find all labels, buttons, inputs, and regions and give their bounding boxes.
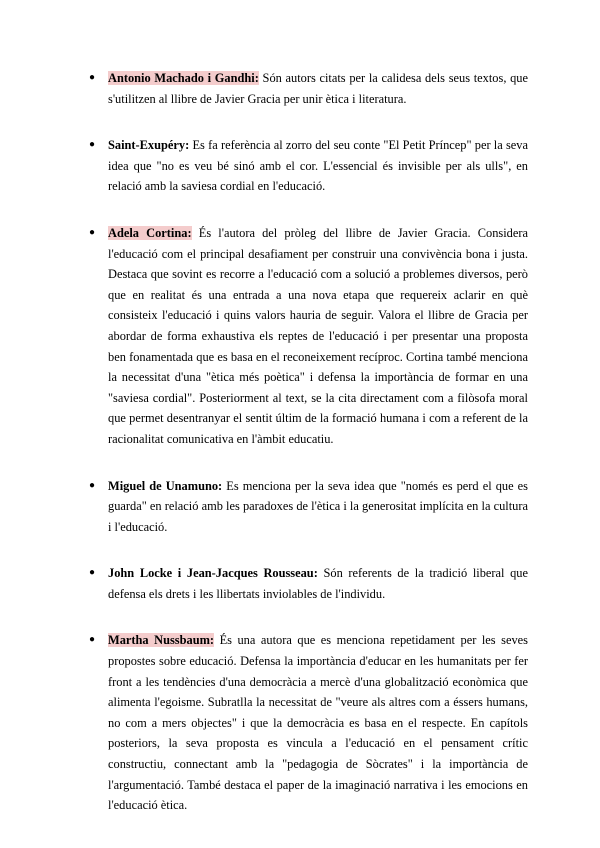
- author-name-highlighted: Martha Nussbaum:: [108, 633, 215, 648]
- bullet-icon: ●: [89, 72, 96, 83]
- bullet-icon: ●: [89, 226, 96, 238]
- author-name: Saint-Exupéry:: [108, 138, 190, 153]
- author-description: És una autora que es menciona repetidament per les seves propostes sobre educació. Defensa la importància d'educar en les humanitats per fer front a les tendències d'una democràcia a mercè d'una globalització econòmica que alimenta l'egoisme. Subratlla la necessitat de "veure als altres com a éssers humans, no com a mers objectes" i que la democràcia es basa en el respecte. En capítols posteriors, la seva proposta es vincula a l'educació en el pensament crític constructiu, connectant amb la "pedagogia de Sòcrates" i la importància de l'argumentació. També destaca el paper de la imaginació narrativa i les emocions en l'educació ètica.: [108, 633, 528, 813]
- author-name: John Locke i Jean-Jacques Rousseau:: [108, 566, 318, 581]
- author-description: Es menciona per la seva idea que "només es perd el que es guarda" en relació amb les paradoxes de l'ètica i la generositat implícita en la cultura i l'educació.: [108, 478, 529, 534]
- list-item: [86, 223, 528, 450]
- bullet-icon: ●: [89, 139, 96, 151]
- author-name-highlighted: Adela Cortina:: [108, 225, 192, 240]
- bullet-icon: ●: [89, 634, 96, 646]
- author-name-highlighted: Antonio Machado i Gandhi:: [108, 71, 259, 85]
- author-description: Són autors citats per la calidesa dels seus textos, que s'utilitzen al llibre de Javier Gracia per unir ètica i literatura.: [108, 71, 528, 106]
- author-description: És l'autora del pròleg del llibre de Javier Gracia. Considera l'educació com el principal desafiament per construir una convivència bona i justa. Destaca que sovint es recorre a l'educació com a solució a problemes diversos, però que en realitat és una entrada a una nova etapa que requereix aclarir en què consisteix l'educació i quins valors hauria de seguir. Valora el llibre de Gracia per abordar de forma exhaustiva els reptes de l'educació i per presentar una proposta ben fonamentada que es basa en el reconeixement recíproc. Cortina també menciona la necessitat d'una "ètica més poètica" i defensa la importància de formar en una "saviesa cordial". Posteriorment al text, se la cita directament com a filòsofa moral que permet desentranyar el sentit últim de la formació humana i com a referent de la racionalitat comunicativa en l'àmbit educatiu.: [108, 225, 528, 446]
- author-description: Es fa referència al zorro del seu conte "El Petit Príncep" per la seva idea que "no es veu bé sinó amb el cor. L'essencial és invisible per als ulls", en relació amb la saviesa cordial en l'educació.: [108, 138, 528, 194]
- bullet-icon: ●: [89, 567, 96, 579]
- author-list: [86, 68, 528, 842]
- list-item: [86, 135, 528, 197]
- list-item: [86, 476, 528, 538]
- bullet-icon: ●: [89, 479, 96, 491]
- author-name: Miguel de Unamuno:: [108, 478, 223, 493]
- list-item: [86, 68, 528, 109]
- list-item: [86, 563, 528, 604]
- author-description: Són referents de la tradició liberal que defensa els drets i les llibertats inviolables de l'individu.: [108, 566, 528, 601]
- list-item: [86, 630, 528, 815]
